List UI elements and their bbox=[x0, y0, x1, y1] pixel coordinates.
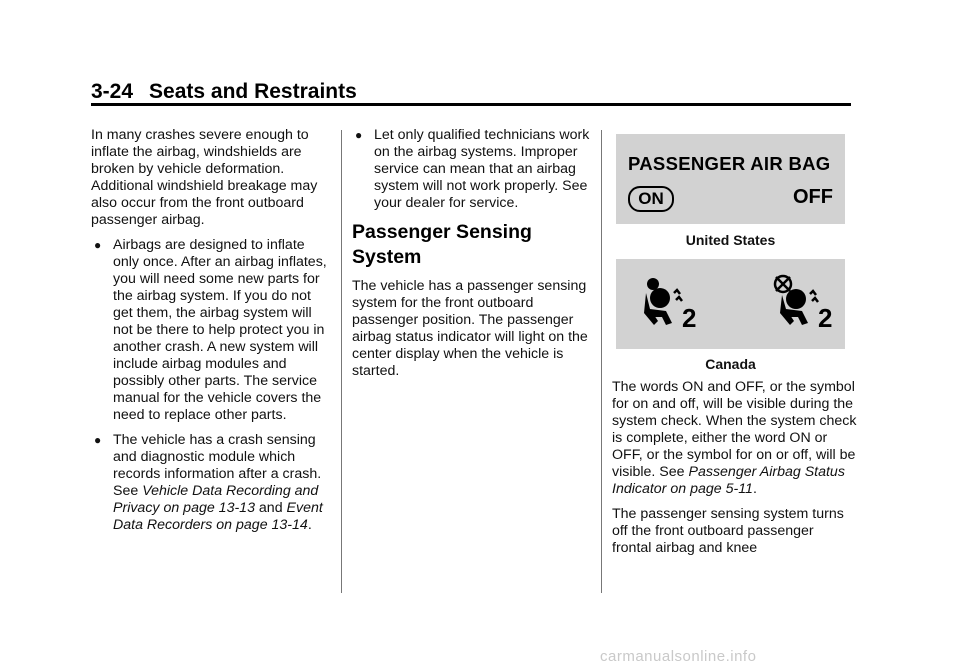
bullet-airbag-inflate bbox=[91, 237, 331, 424]
bullet-crash-module bbox=[91, 432, 331, 534]
column-divider-2 bbox=[601, 130, 602, 593]
column-1 bbox=[91, 127, 331, 542]
canada-indicator-panel bbox=[616, 259, 845, 349]
page-header bbox=[91, 80, 357, 104]
bullet-text-and: and bbox=[254, 500, 287, 516]
bullet-dot: ● bbox=[94, 433, 102, 447]
column-divider-1 bbox=[341, 130, 342, 593]
page-number: 3-24 bbox=[91, 80, 134, 103]
bullet-technicians bbox=[352, 127, 592, 212]
bullet-text-end: . bbox=[307, 517, 312, 533]
link-event-data-recorders[interactable]: Event Data Recorders on page 13-14 bbox=[113, 500, 323, 533]
caption-canada: Canada bbox=[705, 356, 756, 372]
passenger-sensing-paragraph: The vehicle has a passenger sensing system for the front outboard passenger position. The passenger airbag status indicator will light on the center display when the vehicle is started. bbox=[352, 278, 588, 379]
header-rule bbox=[91, 103, 851, 106]
bullet-dot: ● bbox=[94, 238, 102, 252]
bullet-text: Let only qualified technicians work on the airbag systems. Improper service can mean that an airbag system will not work properly. See your dealer for service. bbox=[374, 127, 590, 211]
off-indicator: OFF bbox=[793, 186, 833, 208]
panel-title: PASSENGER AIR BAG bbox=[628, 153, 831, 174]
bullet-text: The vehicle has a crash sensing and diagnostic module which records information after a crash. See bbox=[113, 432, 322, 499]
column-2 bbox=[352, 127, 592, 388]
intro-paragraph: In many crashes severe enough to inflate the airbag, windshields are broken by vehicle deformation. Additional windshield breakage may also occur from the front outboard passenger airbag. bbox=[91, 127, 318, 228]
status-text: The words ON and OFF, or the symbol for on and off, will be visible during the system check. When the system check is complete, either the word ON or OFF, or the symbol for on or off, will be visible. See bbox=[612, 379, 857, 480]
link-vehicle-data-recording[interactable]: Vehicle Data Recording and Privacy on page 13-13 bbox=[113, 483, 319, 516]
section-title: Seats and Restraints bbox=[149, 80, 357, 103]
status-text-end: . bbox=[752, 481, 757, 497]
us-indicator-panel bbox=[616, 134, 845, 224]
caption-united-states: United States bbox=[685, 232, 776, 248]
svg-text:2: 2 bbox=[682, 303, 697, 333]
bullet-dot: ● bbox=[355, 128, 363, 142]
status-paragraph bbox=[612, 379, 857, 498]
bullet-text: Airbags are designed to inflate only once. After an airbag inflates, you will need some new parts for the airbag system. If you do not get them, the airbag system will not be there to help protect you in another crash. A new system will include airbag modules and possibly other parts. The service manual for the vehicle covers the need to replace other parts. bbox=[113, 237, 327, 423]
passenger-airbag-off-icon bbox=[766, 271, 841, 335]
section-heading: Passenger Sensing System bbox=[352, 221, 532, 268]
watermark: carmanualsonline.info bbox=[600, 648, 757, 665]
column-3-text bbox=[612, 379, 857, 565]
sensing-off-paragraph: The passenger sensing system turns off the front outboard passenger frontal airbag and knee bbox=[612, 506, 844, 556]
on-indicator: ON bbox=[628, 186, 674, 212]
link-passenger-airbag-status[interactable]: Passenger Airbag Status Indicator on page 5-11 bbox=[612, 464, 845, 497]
svg-text:2: 2 bbox=[818, 303, 833, 333]
passenger-airbag-on-icon bbox=[636, 275, 706, 335]
